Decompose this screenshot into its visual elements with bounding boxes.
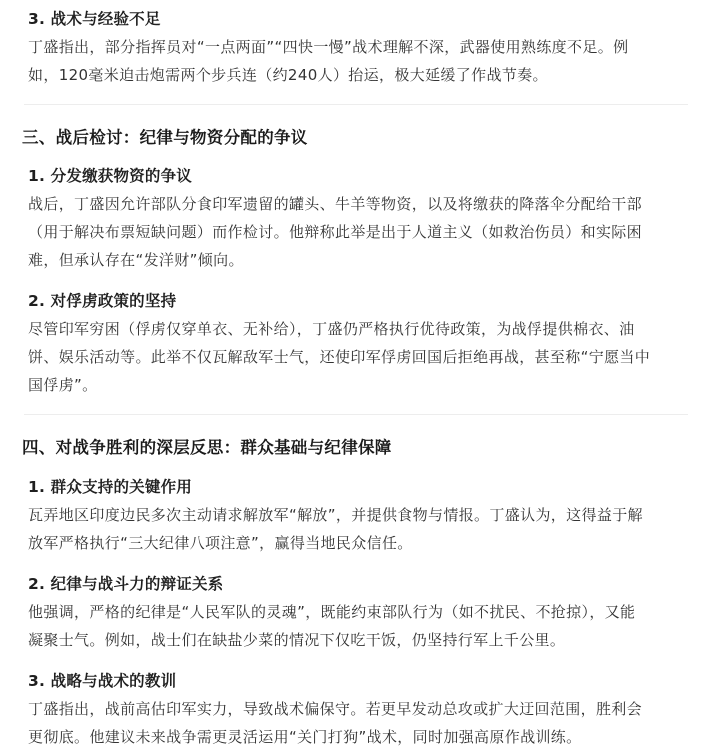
subsection-heading-lessons: 3. 战略与战术的教训 [28, 672, 177, 690]
section-divider [24, 414, 688, 415]
paragraph-line: 饼、娱乐活动等。此举不仅瓦解敌军士气，还使印军俘虏回国后拒绝再战，甚至称“宁愿当中 [28, 348, 651, 366]
paragraph-line: 瓦弄地区印度边民多次主动请求解放军“解放”，并提供食物与情报。丁盛认为，这得益于解 [28, 506, 643, 524]
section-heading-review: 三、战后检讨：纪律与物资分配的争议 [22, 128, 308, 147]
section-divider [24, 104, 688, 105]
paragraph-line: 更彻底。他建议未来战争需更灵活运用“关门打狗”战术，同时加强高原作战训练。 [28, 728, 582, 746]
paragraph-line: 尽管印军穷困（俘虏仅穿单衣、无补给），丁盛仍严格执行优待政策，为战俘提供棉衣、油 [28, 320, 635, 338]
paragraph-line: 如，120毫米迫击炮需两个步兵连（约240人）抬运，极大延缓了作战节奏。 [28, 66, 548, 84]
paragraph-line: 国俘虏”。 [28, 376, 98, 394]
paragraph-line: 凝聚士气。例如，战士们在缺盐少菜的情况下仅吃干饭，仍坚持行军上千公里。 [28, 631, 566, 649]
paragraph-line: 他强调，严格的纪律是“人民军队的灵魂”，既能约束部队行为（如不扰民、不抢掠），又能 [28, 603, 636, 621]
paragraph-line: （用于解决布票短缺问题）而作检讨。他辩称此举是出于人道主义（如救治伤员）和实际困 [28, 223, 643, 241]
paragraph-line: 战后，丁盛因允许部队分食印军遗留的罐头、牛羊等物资，以及将缴获的降落伞分配给干部 [28, 195, 643, 213]
paragraph-line: 放军严格执行“三大纪律八项注意”，赢得当地民众信任。 [28, 534, 413, 552]
paragraph-line: 丁盛指出，部分指挥员对“一点两面”“四快一慢”战术理解不深，武器使用熟练度不足。例 [28, 38, 629, 56]
paragraph-line: 难，但承认存在“发洋财”倾向。 [28, 251, 244, 269]
subsection-heading-distribution: 1. 分发缴获物资的争议 [28, 167, 192, 185]
subsection-heading-pow-policy: 2. 对俘虏政策的坚持 [28, 292, 177, 310]
paragraph-line: 丁盛指出，战前高估印军实力，导致战术偏保守。若更早发动总攻或扩大迂回范围，胜利会 [28, 700, 643, 718]
subsection-heading-tactics: 3. 战术与经验不足 [28, 10, 161, 28]
section-heading-reflection: 四、对战争胜利的深层反思：群众基础与纪律保障 [22, 438, 392, 457]
subsection-heading-discipline: 2. 纪律与战斗力的辩证关系 [28, 575, 224, 593]
subsection-heading-mass-support: 1. 群众支持的关键作用 [28, 478, 192, 496]
